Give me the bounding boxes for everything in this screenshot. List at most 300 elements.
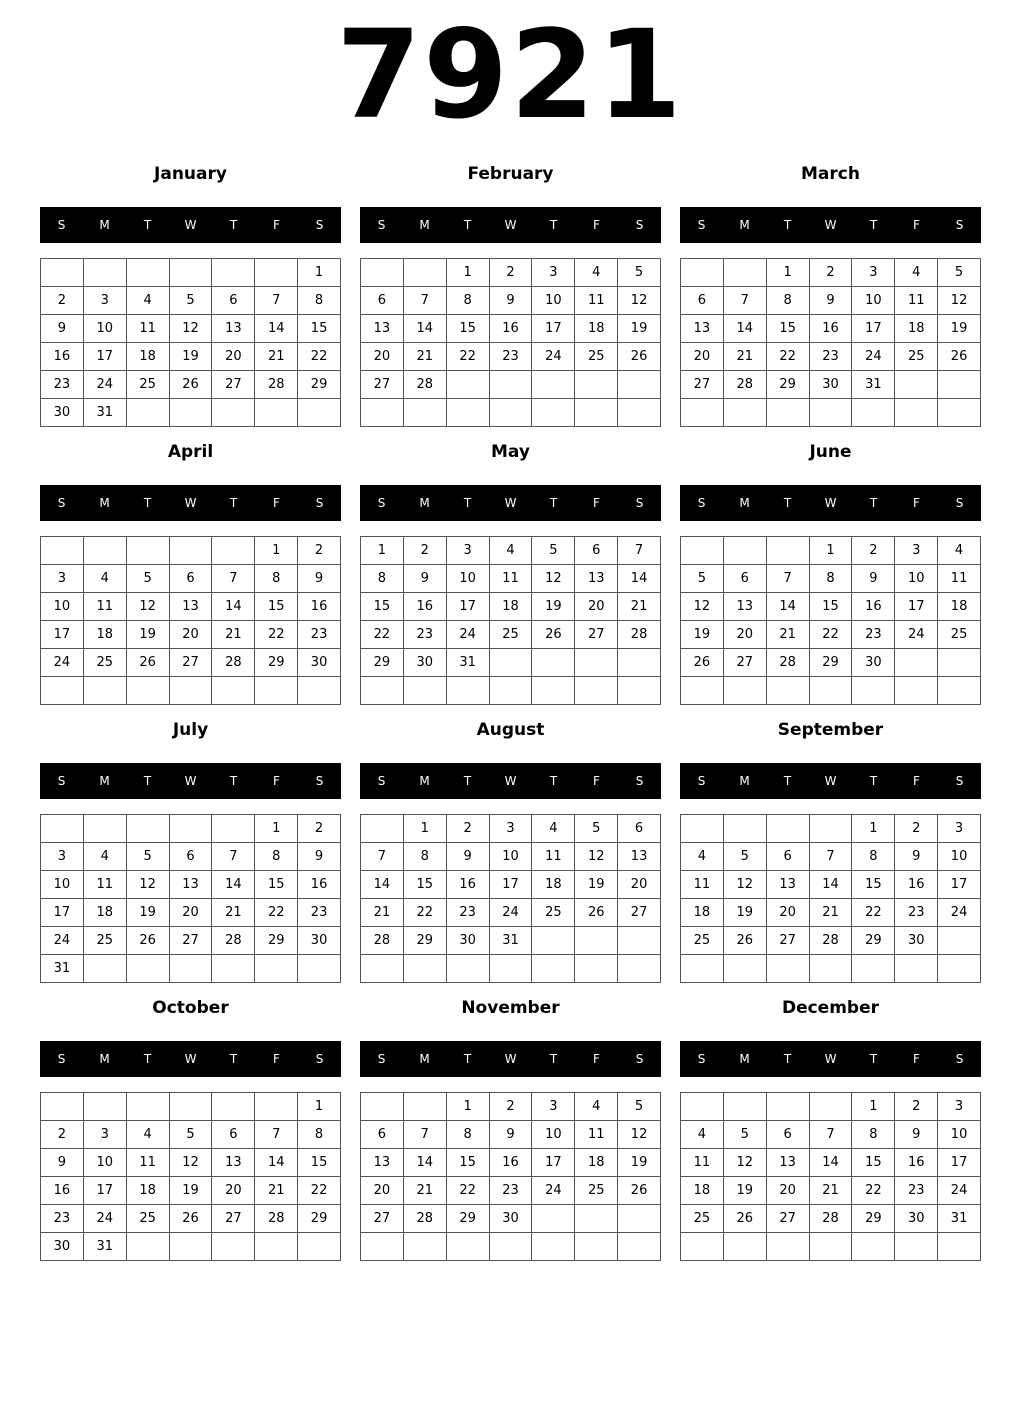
day-cell: 24 <box>84 371 127 399</box>
day-cell <box>127 815 170 843</box>
day-cell <box>532 649 575 677</box>
day-cell <box>170 537 213 565</box>
weekday-label: T <box>783 218 792 232</box>
day-cell: 26 <box>575 899 618 927</box>
weekday-label: F <box>593 496 600 510</box>
day-cell: 4 <box>127 1121 170 1149</box>
day-cell <box>767 955 810 983</box>
day-cell <box>767 1233 810 1261</box>
day-cell: 14 <box>255 1149 298 1177</box>
day-cell <box>404 1093 447 1121</box>
day-cell: 28 <box>810 1205 853 1233</box>
day-cell: 18 <box>681 1177 724 1205</box>
day-cell <box>447 399 490 427</box>
day-cell <box>575 1233 618 1261</box>
month-name: July <box>172 720 209 740</box>
day-cell: 20 <box>767 1177 810 1205</box>
day-cell: 2 <box>298 537 341 565</box>
day-cell: 22 <box>255 621 298 649</box>
day-cell: 12 <box>681 593 724 621</box>
day-cell: 2 <box>41 287 84 315</box>
day-cell: 14 <box>767 593 810 621</box>
day-cell: 11 <box>938 565 981 593</box>
day-cell: 8 <box>298 287 341 315</box>
weekday-label: T <box>869 774 878 788</box>
day-cell: 10 <box>84 315 127 343</box>
day-cell: 6 <box>361 1121 404 1149</box>
day-cell: 25 <box>895 343 938 371</box>
day-cell: 7 <box>810 1121 853 1149</box>
day-cell: 23 <box>810 343 853 371</box>
weekday-label: W <box>824 218 837 232</box>
day-cell <box>810 1093 853 1121</box>
day-cell: 6 <box>212 1121 255 1149</box>
day-cell: 26 <box>127 927 170 955</box>
day-cell: 21 <box>618 593 661 621</box>
day-cell: 25 <box>575 1177 618 1205</box>
day-cell <box>724 815 767 843</box>
weekday-label: S <box>635 218 644 232</box>
day-cell: 20 <box>212 1177 255 1205</box>
day-cell <box>618 399 661 427</box>
day-cell: 27 <box>212 371 255 399</box>
day-cell: 24 <box>447 621 490 649</box>
day-cell: 16 <box>895 1149 938 1177</box>
weekday-header <box>360 1041 661 1077</box>
day-cell <box>724 677 767 705</box>
day-cell: 4 <box>681 1121 724 1149</box>
day-cell: 18 <box>895 315 938 343</box>
day-cell <box>361 1093 404 1121</box>
day-cell: 27 <box>170 927 213 955</box>
day-cell: 31 <box>41 955 84 983</box>
day-cell <box>41 259 84 287</box>
day-cell: 11 <box>575 287 618 315</box>
day-cell: 24 <box>852 343 895 371</box>
day-cell: 26 <box>127 649 170 677</box>
day-cell <box>170 815 213 843</box>
day-cell <box>170 677 213 705</box>
day-cell: 19 <box>681 621 724 649</box>
weekday-label: F <box>913 218 920 232</box>
day-cell: 14 <box>810 1149 853 1177</box>
weekday-label: S <box>377 774 386 788</box>
day-cell: 9 <box>490 1121 533 1149</box>
day-cell: 12 <box>170 315 213 343</box>
month-name: January <box>154 164 227 184</box>
day-cell <box>938 649 981 677</box>
day-cell <box>127 1093 170 1121</box>
day-cell: 9 <box>298 565 341 593</box>
day-cell: 11 <box>532 843 575 871</box>
day-cell: 30 <box>895 1205 938 1233</box>
day-cell: 29 <box>404 927 447 955</box>
day-cell: 4 <box>490 537 533 565</box>
day-cell: 6 <box>767 843 810 871</box>
weekday-label: T <box>143 218 152 232</box>
day-cell: 4 <box>84 843 127 871</box>
day-grid <box>40 814 341 983</box>
day-cell: 18 <box>575 315 618 343</box>
day-cell: 24 <box>532 343 575 371</box>
weekday-label: T <box>463 218 472 232</box>
day-cell: 2 <box>404 537 447 565</box>
day-cell <box>170 1093 213 1121</box>
weekday-label: T <box>463 1052 472 1066</box>
day-cell: 2 <box>490 259 533 287</box>
weekday-label: F <box>273 774 280 788</box>
day-cell: 22 <box>447 1177 490 1205</box>
weekday-label: S <box>955 774 964 788</box>
day-cell: 4 <box>575 259 618 287</box>
weekday-header <box>360 763 661 799</box>
day-cell <box>212 537 255 565</box>
day-cell: 19 <box>618 315 661 343</box>
day-cell: 4 <box>575 1093 618 1121</box>
day-cell: 2 <box>41 1121 84 1149</box>
day-cell: 27 <box>575 621 618 649</box>
day-cell: 22 <box>852 899 895 927</box>
day-cell: 12 <box>532 565 575 593</box>
day-cell: 23 <box>447 899 490 927</box>
day-cell: 18 <box>127 343 170 371</box>
day-cell <box>84 955 127 983</box>
day-cell: 21 <box>810 1177 853 1205</box>
day-cell: 7 <box>255 287 298 315</box>
weekday-label: S <box>635 1052 644 1066</box>
weekday-label: T <box>463 496 472 510</box>
day-grid <box>680 258 981 427</box>
day-cell: 10 <box>938 1121 981 1149</box>
month-name: November <box>461 998 560 1018</box>
weekday-label: F <box>593 774 600 788</box>
day-cell: 10 <box>84 1149 127 1177</box>
day-cell: 14 <box>361 871 404 899</box>
day-cell: 2 <box>852 537 895 565</box>
day-cell <box>618 1205 661 1233</box>
day-cell: 7 <box>255 1121 298 1149</box>
day-cell: 18 <box>127 1177 170 1205</box>
day-cell: 24 <box>895 621 938 649</box>
day-cell: 12 <box>127 593 170 621</box>
day-cell: 28 <box>767 649 810 677</box>
day-cell: 29 <box>255 649 298 677</box>
day-cell <box>575 649 618 677</box>
day-cell: 16 <box>490 1149 533 1177</box>
day-cell: 14 <box>212 871 255 899</box>
day-cell: 7 <box>361 843 404 871</box>
day-cell: 8 <box>852 843 895 871</box>
day-cell: 15 <box>361 593 404 621</box>
day-cell: 8 <box>361 565 404 593</box>
day-cell: 23 <box>298 621 341 649</box>
day-cell: 1 <box>255 537 298 565</box>
day-cell: 14 <box>810 871 853 899</box>
day-cell: 13 <box>681 315 724 343</box>
day-cell: 1 <box>255 815 298 843</box>
day-cell: 13 <box>767 871 810 899</box>
day-grid <box>360 536 661 705</box>
weekday-label: F <box>593 1052 600 1066</box>
day-cell <box>255 1093 298 1121</box>
day-cell: 27 <box>767 927 810 955</box>
day-cell <box>681 677 724 705</box>
day-cell: 3 <box>532 1093 575 1121</box>
weekday-label: T <box>229 218 238 232</box>
weekday-label: W <box>184 1052 197 1066</box>
day-cell <box>170 955 213 983</box>
day-cell: 19 <box>938 315 981 343</box>
day-cell: 7 <box>212 843 255 871</box>
day-cell <box>895 955 938 983</box>
day-cell: 26 <box>724 1205 767 1233</box>
day-cell: 23 <box>298 899 341 927</box>
day-cell: 21 <box>212 899 255 927</box>
day-cell <box>41 537 84 565</box>
day-cell: 31 <box>490 927 533 955</box>
day-cell <box>575 927 618 955</box>
day-cell: 9 <box>895 843 938 871</box>
day-cell <box>255 1233 298 1261</box>
weekday-label: S <box>697 496 706 510</box>
day-cell <box>852 1233 895 1261</box>
day-cell: 14 <box>618 565 661 593</box>
day-cell: 25 <box>681 927 724 955</box>
day-cell: 27 <box>767 1205 810 1233</box>
day-cell: 21 <box>212 621 255 649</box>
weekday-label: S <box>377 1052 386 1066</box>
day-cell <box>895 371 938 399</box>
day-cell: 23 <box>41 371 84 399</box>
day-cell: 29 <box>852 1205 895 1233</box>
day-cell: 5 <box>170 1121 213 1149</box>
day-cell: 9 <box>41 315 84 343</box>
weekday-label: W <box>504 218 517 232</box>
day-cell: 8 <box>767 287 810 315</box>
day-cell: 1 <box>298 259 341 287</box>
day-cell: 16 <box>41 343 84 371</box>
weekday-label: F <box>913 1052 920 1066</box>
day-cell: 20 <box>170 621 213 649</box>
day-cell: 17 <box>938 871 981 899</box>
day-cell: 8 <box>298 1121 341 1149</box>
day-cell: 10 <box>447 565 490 593</box>
day-cell: 1 <box>810 537 853 565</box>
weekday-label: T <box>783 496 792 510</box>
day-cell <box>852 399 895 427</box>
weekday-label: M <box>419 218 430 232</box>
day-cell: 12 <box>127 871 170 899</box>
day-cell: 3 <box>447 537 490 565</box>
day-cell: 4 <box>895 259 938 287</box>
day-cell: 20 <box>681 343 724 371</box>
weekday-label: S <box>697 1052 706 1066</box>
day-cell <box>681 955 724 983</box>
weekday-label: S <box>955 1052 964 1066</box>
day-cell: 26 <box>170 1205 213 1233</box>
day-cell: 14 <box>255 315 298 343</box>
day-cell: 28 <box>255 371 298 399</box>
day-cell: 16 <box>490 315 533 343</box>
day-cell: 15 <box>447 315 490 343</box>
day-cell <box>447 371 490 399</box>
day-cell <box>127 955 170 983</box>
month-name: October <box>152 998 229 1018</box>
weekday-label: S <box>315 218 324 232</box>
day-cell: 11 <box>127 315 170 343</box>
day-cell: 9 <box>852 565 895 593</box>
day-cell <box>810 677 853 705</box>
day-cell: 5 <box>575 815 618 843</box>
weekday-header <box>680 207 981 243</box>
day-cell <box>212 955 255 983</box>
weekday-header <box>680 763 981 799</box>
day-cell <box>681 1233 724 1261</box>
day-cell <box>724 399 767 427</box>
day-cell <box>41 1093 84 1121</box>
day-cell: 12 <box>618 287 661 315</box>
day-cell: 19 <box>127 899 170 927</box>
day-cell: 24 <box>490 899 533 927</box>
month-name: March <box>801 164 860 184</box>
day-cell: 12 <box>575 843 618 871</box>
day-cell: 16 <box>895 871 938 899</box>
day-cell: 3 <box>895 537 938 565</box>
day-cell: 18 <box>84 621 127 649</box>
day-cell: 25 <box>938 621 981 649</box>
day-cell: 17 <box>532 315 575 343</box>
day-cell: 28 <box>361 927 404 955</box>
day-cell: 20 <box>767 899 810 927</box>
day-cell: 22 <box>447 343 490 371</box>
day-cell <box>212 815 255 843</box>
day-cell: 30 <box>298 927 341 955</box>
day-cell: 3 <box>852 259 895 287</box>
weekday-label: S <box>315 1052 324 1066</box>
day-cell: 6 <box>767 1121 810 1149</box>
day-cell: 30 <box>895 927 938 955</box>
day-cell: 22 <box>810 621 853 649</box>
day-cell: 27 <box>170 649 213 677</box>
day-cell: 22 <box>767 343 810 371</box>
day-cell: 11 <box>84 593 127 621</box>
weekday-label: F <box>913 774 920 788</box>
weekday-label: T <box>143 774 152 788</box>
day-cell <box>490 1233 533 1261</box>
day-cell <box>170 259 213 287</box>
weekday-label: W <box>184 218 197 232</box>
day-grid <box>360 814 661 983</box>
day-cell: 13 <box>361 1149 404 1177</box>
day-cell: 7 <box>404 1121 447 1149</box>
day-cell: 22 <box>255 899 298 927</box>
day-cell: 28 <box>404 371 447 399</box>
weekday-label: F <box>913 496 920 510</box>
day-cell: 30 <box>404 649 447 677</box>
day-cell: 16 <box>41 1177 84 1205</box>
weekday-label: W <box>504 496 517 510</box>
day-cell: 19 <box>532 593 575 621</box>
day-cell <box>767 1093 810 1121</box>
day-cell: 25 <box>127 1205 170 1233</box>
day-cell: 5 <box>618 259 661 287</box>
day-cell <box>84 259 127 287</box>
day-cell: 3 <box>938 815 981 843</box>
weekday-label: T <box>143 496 152 510</box>
weekday-label: F <box>593 218 600 232</box>
day-cell <box>532 927 575 955</box>
day-cell <box>490 371 533 399</box>
day-cell: 27 <box>618 899 661 927</box>
month-name: December <box>781 998 880 1018</box>
day-cell: 21 <box>724 343 767 371</box>
day-cell: 10 <box>938 843 981 871</box>
day-cell: 26 <box>532 621 575 649</box>
weekday-label: W <box>184 496 197 510</box>
day-cell: 14 <box>212 593 255 621</box>
day-cell: 19 <box>724 899 767 927</box>
day-cell: 6 <box>170 843 213 871</box>
day-cell <box>618 955 661 983</box>
day-cell: 12 <box>724 1149 767 1177</box>
day-cell <box>361 259 404 287</box>
day-cell: 11 <box>127 1149 170 1177</box>
day-cell: 31 <box>938 1205 981 1233</box>
day-cell <box>84 815 127 843</box>
day-cell: 5 <box>724 843 767 871</box>
day-cell: 28 <box>212 927 255 955</box>
day-cell: 4 <box>681 843 724 871</box>
weekday-label: M <box>739 1052 750 1066</box>
day-cell: 17 <box>447 593 490 621</box>
day-cell: 31 <box>84 1233 127 1261</box>
weekday-label: T <box>229 496 238 510</box>
day-grid <box>40 1092 341 1261</box>
day-cell: 19 <box>575 871 618 899</box>
day-cell: 13 <box>170 871 213 899</box>
day-cell <box>212 1093 255 1121</box>
weekday-label: S <box>635 774 644 788</box>
day-cell: 3 <box>532 259 575 287</box>
day-cell: 23 <box>895 899 938 927</box>
day-cell <box>404 1233 447 1261</box>
weekday-label: T <box>783 774 792 788</box>
day-cell: 8 <box>852 1121 895 1149</box>
day-cell: 5 <box>532 537 575 565</box>
day-cell: 10 <box>895 565 938 593</box>
day-cell <box>298 1233 341 1261</box>
day-cell <box>532 371 575 399</box>
day-cell: 15 <box>298 315 341 343</box>
day-cell: 18 <box>490 593 533 621</box>
day-cell: 28 <box>810 927 853 955</box>
day-cell: 7 <box>404 287 447 315</box>
day-cell: 29 <box>810 649 853 677</box>
day-cell: 2 <box>490 1093 533 1121</box>
weekday-label: M <box>739 496 750 510</box>
day-cell <box>84 677 127 705</box>
day-cell: 2 <box>895 815 938 843</box>
day-cell: 9 <box>810 287 853 315</box>
day-cell: 1 <box>447 259 490 287</box>
day-cell: 6 <box>618 815 661 843</box>
day-cell: 23 <box>490 1177 533 1205</box>
weekday-header <box>360 485 661 521</box>
day-cell: 28 <box>255 1205 298 1233</box>
day-cell: 4 <box>84 565 127 593</box>
day-cell: 23 <box>895 1177 938 1205</box>
day-cell: 18 <box>681 899 724 927</box>
